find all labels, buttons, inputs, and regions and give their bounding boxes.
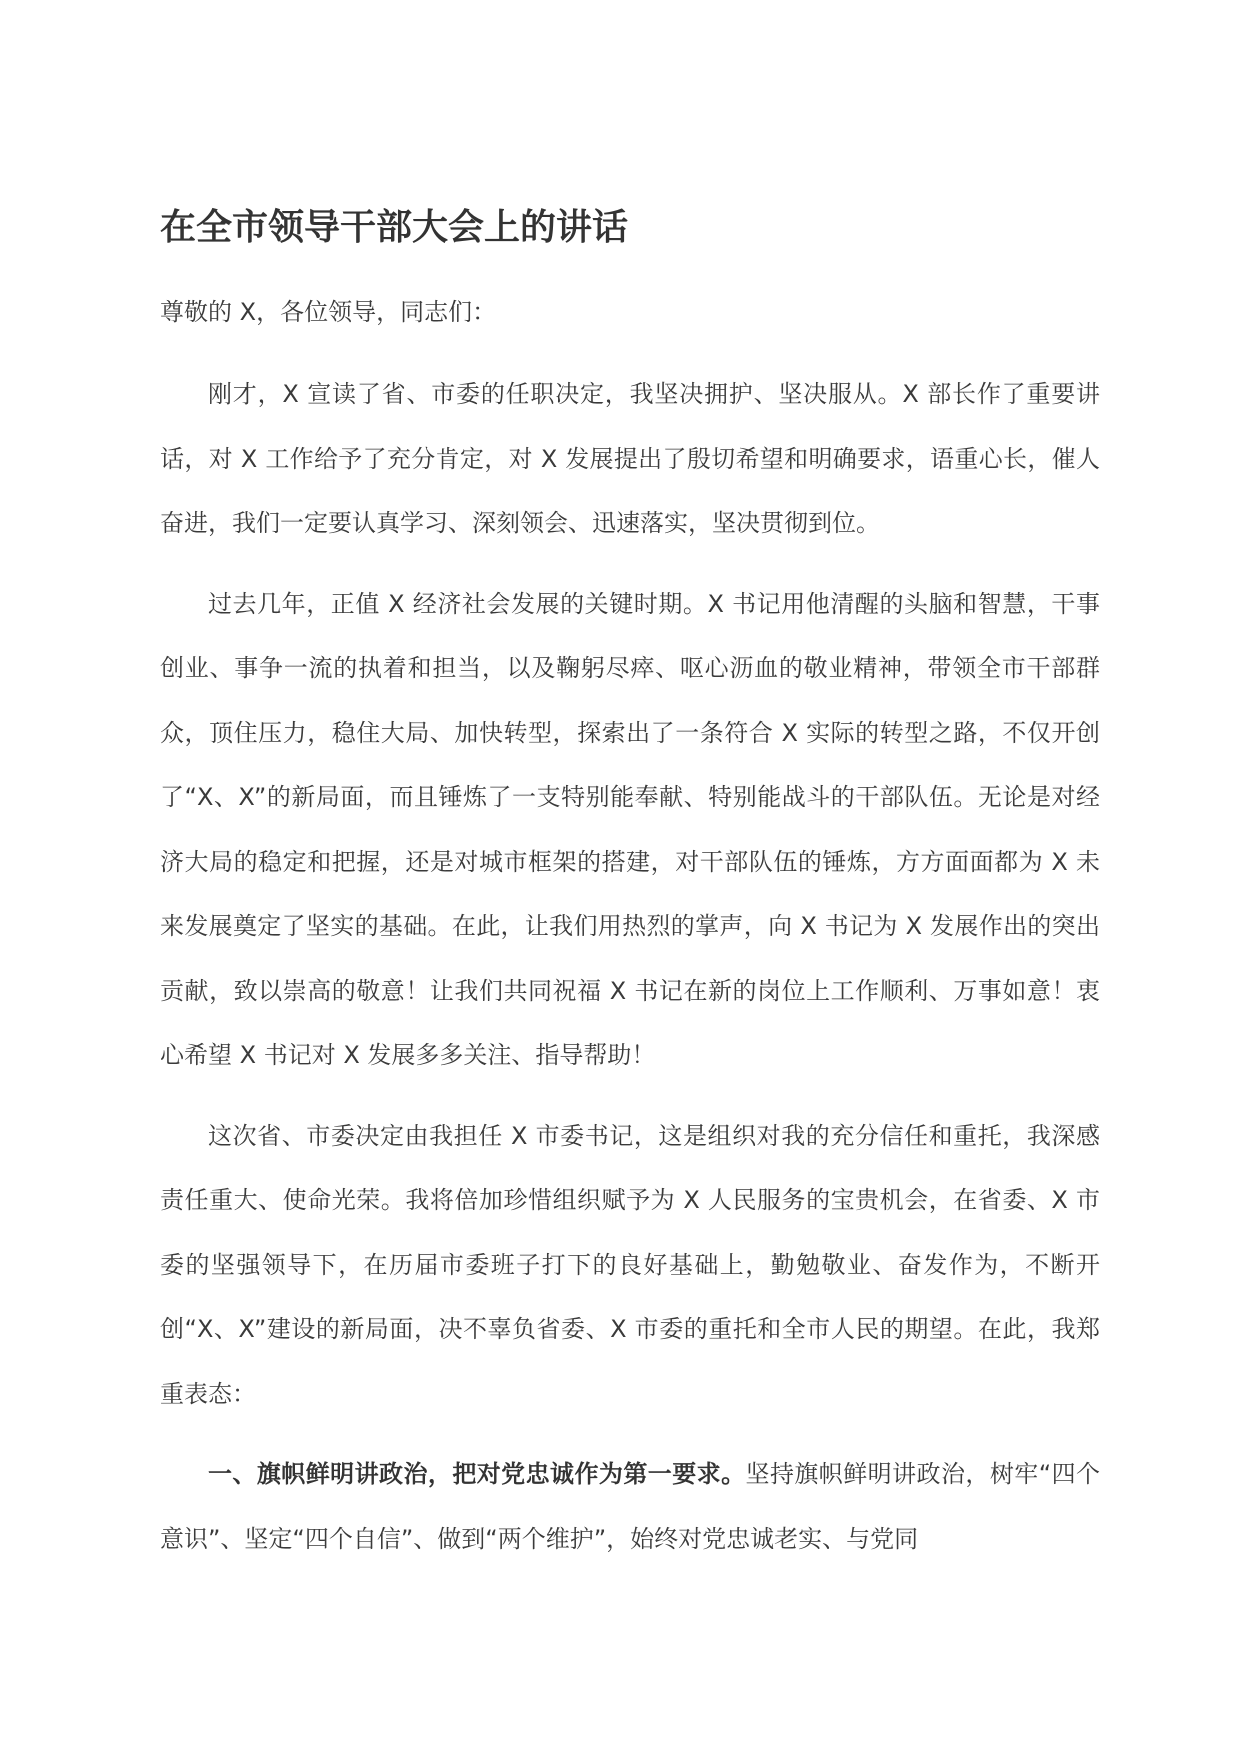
salutation: 尊敬的 X，各位领导，同志们： [160,298,497,326]
paragraph-2: 过去几年，正值 X 经济社会发展的关键时期。X 书记用他清醒的头脑和智慧，干事创业、事争一流的执着和担当，以及鞠躬尽瘁、呕心沥血的敬业精神，带领全市干部群众，顶住压力，稳住大局、加快转型，探索出了一条符合 X 实际的转型之路，不仅开创了“X、X”的新局面，而且锤炼了一支特别能奉献、特别能战斗的干部队伍。无论是对经济大局的稳定和把握，还是对城市框架的搭建，对干部队伍的锤炼，方方面面都为 X 未来发展奠定了坚实的基础。在此，让我们用热烈的掌声，向 X 书记为 X 发展作出的突出贡献，致以崇高的敬意！让我们共同祝福 X 书记在新的岗位上工作顺利、万事如意！衷心希望 X 书记对 X 发展多多关注、指导帮助！ [160,589,1100,1069]
paragraph-1: 刚才，X 宣读了省、市委的任职决定，我坚决拥护、坚决服从。X 部长作了重要讲话，对 X 工作给予了充分肯定，对 X 发展提出了殷切希望和明确要求，语重心长，催人奋进，我们一定要认真学习、深刻领会、迅速落实，坚决贯彻到位。 [160,380,1100,537]
section-1-heading: 一、旗帜鲜明讲政治，把对党忠诚作为第一要求。 [208,1460,746,1488]
document-page [160,198,1100,1587]
section-1-body: 坚持旗帜鲜明讲政治，树牢“四个意识”、坚定“四个自信”、做到“两个维护”，始终对党忠诚老实、与党同 [160,1460,1101,1553]
document-title: 在全市领导干部大会上的讲话 [160,207,629,248]
paragraph-3: 这次省、市委决定由我担任 X 市委书记，这是组织对我的充分信任和重托，我深感责任重大、使命光荣。我将倍加珍惜组织赋予为 X 人民服务的宝贵机会，在省委、X 市委的坚强领导下，在历届市委班子打下的良好基础上，勤勉敬业、奋发作为，不断开创“X、X”建设的新局面，决不辜负省委、X 市委的重托和全市人民的期望。在此，我郑重表态： [160,1121,1100,1408]
section-1-paragraph [160,1442,1100,1571]
